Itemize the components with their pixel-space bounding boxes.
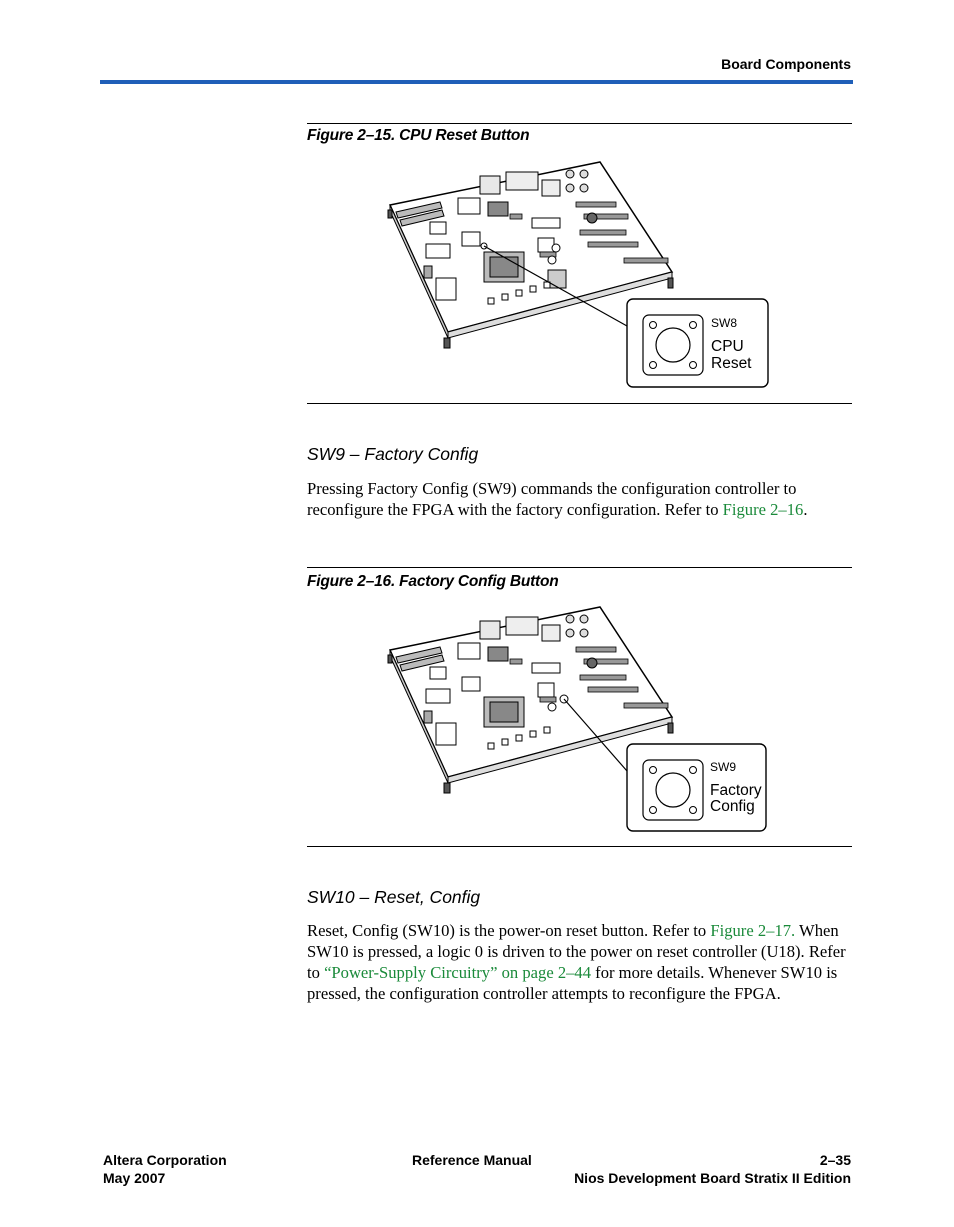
footer-left: [103, 1151, 227, 1187]
section-sw10-paragraph: [307, 920, 855, 1004]
figure1-callout-label-2: Reset: [711, 355, 752, 372]
figure2-board-illustration: [380, 595, 780, 845]
figure1-bottom-rule: [307, 403, 852, 404]
link-figure-2-17[interactable]: Figure 2–17.: [710, 921, 796, 940]
figure2-callout-label-2: Config: [710, 798, 755, 815]
figure2-bottom-rule: [307, 846, 852, 847]
footer-center: Reference Manual: [412, 1152, 532, 1168]
link-power-supply-circuitry[interactable]: “Power-Supply Circuitry” on page 2–44: [324, 963, 592, 982]
sw10-text-2: When SW10 is pressed, a logic 0 is driven to the power on reset controller (U18). Refer to: [307, 921, 846, 982]
figure1-board-illustration: [380, 150, 780, 400]
header-rule: [100, 80, 853, 84]
figure1-callout-id: SW8: [711, 316, 738, 330]
footer-right: [500, 1151, 851, 1187]
running-header-title: Board Components: [721, 56, 851, 72]
sw9-text-end: .: [803, 500, 808, 519]
figure1-callout: [627, 299, 768, 387]
figure1-callout-label-1: CPU: [711, 338, 744, 355]
link-figure-2-16[interactable]: Figure 2–16: [722, 500, 804, 519]
footer-edition: Nios Development Board Stratix II Edition: [574, 1170, 851, 1186]
sw10-text-1: Reset, Config (SW10) is the power-on reset button. Refer to: [307, 921, 711, 940]
footer-page-number: 2–35: [819, 1152, 851, 1168]
figure2-caption: Figure 2–16. Factory Config Button: [307, 573, 559, 590]
figure1-top-rule: [307, 123, 852, 124]
section-heading-sw9: SW9 – Factory Config: [307, 444, 479, 464]
footer-date: May 2007: [103, 1170, 166, 1186]
section-heading-sw10: SW10 – Reset, Config: [307, 887, 481, 907]
figure2-top-rule: [307, 567, 852, 568]
figure2-callout-id: SW9: [710, 760, 737, 774]
figure1-caption: Figure 2–15. CPU Reset Button: [307, 127, 530, 144]
figure2-callout-label-1: Factory: [710, 782, 762, 799]
section-sw9-paragraph: [307, 478, 855, 520]
sw9-text: Pressing Factory Config (SW9) commands the configuration controller to reconfigure the FPGA with the factory configuration. Refer to: [307, 479, 797, 519]
sw10-text-3: for more details. Whenever SW10 is pressed, the configuration controller attempts to reconfigure the FPGA.: [307, 963, 838, 1003]
footer-company: Altera Corporation: [103, 1152, 227, 1168]
